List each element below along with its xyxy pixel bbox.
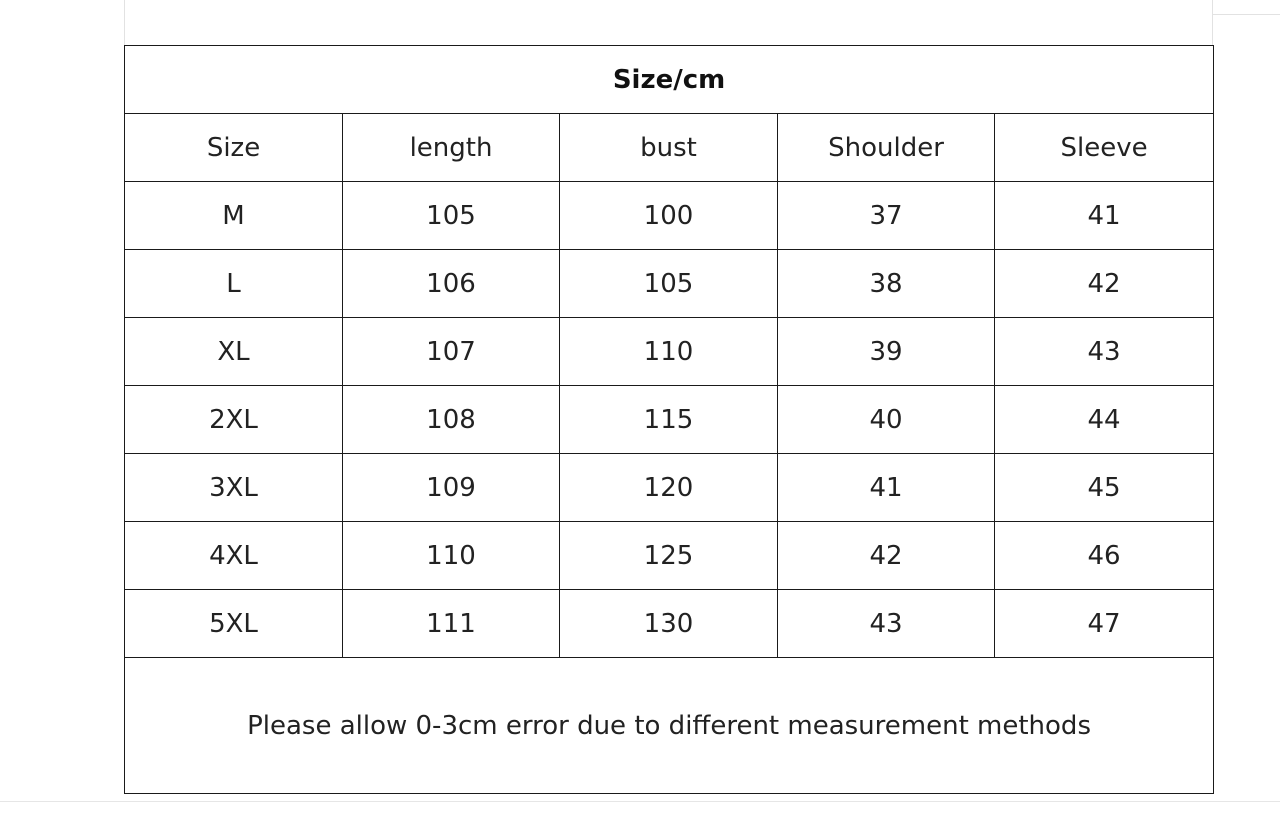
cell-shoulder: 40 (778, 386, 995, 454)
cell-size: M (125, 182, 343, 250)
header-length: length (343, 114, 560, 182)
cell-length: 105 (343, 182, 560, 250)
frame-divider-bottom (0, 801, 1280, 802)
cell-shoulder: 41 (778, 454, 995, 522)
cell-size: XL (125, 318, 343, 386)
frame-divider-right (1212, 0, 1213, 46)
table-header-row (125, 114, 1214, 182)
cell-sleeve: 46 (995, 522, 1214, 590)
cell-length: 106 (343, 250, 560, 318)
cell-shoulder: 37 (778, 182, 995, 250)
size-chart-table (124, 45, 1214, 794)
cell-sleeve: 44 (995, 386, 1214, 454)
cell-length: 108 (343, 386, 560, 454)
measurement-note: Please allow 0-3cm error due to different measurement methods (125, 658, 1214, 794)
cell-shoulder: 43 (778, 590, 995, 658)
cell-size: L (125, 250, 343, 318)
frame-divider-left (124, 0, 125, 46)
cell-bust: 130 (560, 590, 778, 658)
header-size: Size (125, 114, 343, 182)
cell-sleeve: 43 (995, 318, 1214, 386)
cell-size: 5XL (125, 590, 343, 658)
table-row (125, 318, 1214, 386)
cell-size: 4XL (125, 522, 343, 590)
cell-bust: 100 (560, 182, 778, 250)
cell-shoulder: 42 (778, 522, 995, 590)
cell-bust: 105 (560, 250, 778, 318)
table-row (125, 590, 1214, 658)
header-shoulder: Shoulder (778, 114, 995, 182)
table-row (125, 250, 1214, 318)
table-row (125, 386, 1214, 454)
table-row (125, 454, 1214, 522)
cell-sleeve: 42 (995, 250, 1214, 318)
table-title-row (125, 46, 1214, 114)
cell-sleeve: 45 (995, 454, 1214, 522)
cell-bust: 120 (560, 454, 778, 522)
header-sleeve: Sleeve (995, 114, 1214, 182)
table-note-row (125, 658, 1214, 794)
table-row (125, 182, 1214, 250)
cell-sleeve: 41 (995, 182, 1214, 250)
cell-bust: 115 (560, 386, 778, 454)
cell-size: 3XL (125, 454, 343, 522)
cell-length: 111 (343, 590, 560, 658)
table-row (125, 522, 1214, 590)
cell-length: 110 (343, 522, 560, 590)
header-bust: bust (560, 114, 778, 182)
cell-length: 109 (343, 454, 560, 522)
cell-bust: 110 (560, 318, 778, 386)
cell-size: 2XL (125, 386, 343, 454)
cell-sleeve: 47 (995, 590, 1214, 658)
cell-bust: 125 (560, 522, 778, 590)
frame-divider-top-right (1213, 14, 1280, 15)
table-title: Size/cm (125, 46, 1214, 114)
cell-shoulder: 38 (778, 250, 995, 318)
cell-shoulder: 39 (778, 318, 995, 386)
cell-length: 107 (343, 318, 560, 386)
